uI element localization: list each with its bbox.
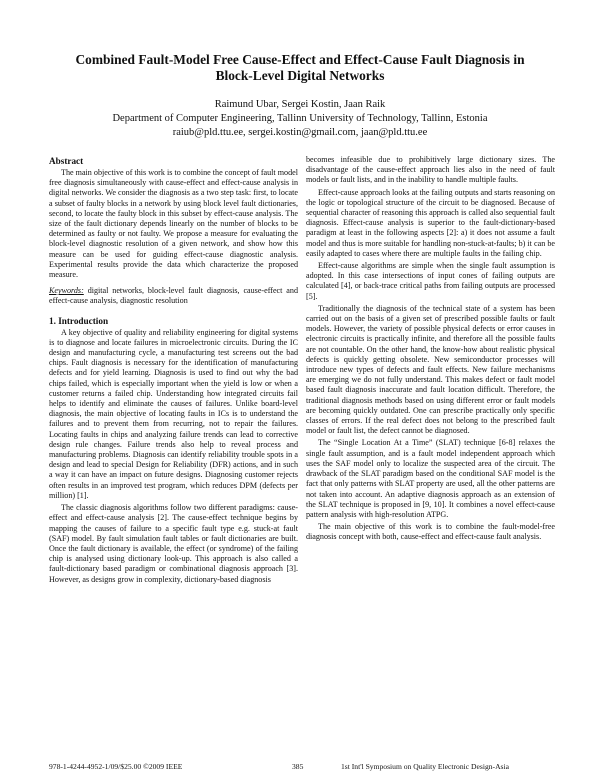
keywords: [49, 286, 298, 306]
footer-isbn: 978-1-4244-4952-1/09/$25.00 ©2009 IEEE: [49, 762, 183, 771]
intro-paragraph-6: The “Single Location At a Time” (SLAT) technique [6-8] relaxes the single fault assumption, and is a fault model independent approach which uses the SAF model only to localize the suspected area of the circuit. The drawback of the SLAT paradigm based on the conditional SAF model is the fact that only patterns with SLAT property are used, all the other patterns are not taken into account. An adaptive diagnosis approach as an extension of the SLAT technique is proposed in [9, 10]. It combines a novel effect-cause pattern analysis with high-resolution ATPG.: [306, 438, 555, 519]
keywords-text: digital networks, block-level fault diagnosis, cause-effect and effect-cause analysis, diagnostic resolution: [49, 286, 298, 306]
footer-venue: 1st Int'l Symposium on Quality Electronic Design-Asia: [341, 762, 509, 771]
intro-paragraph-4: Effect-cause algorithms are simple when the single fault assumption is adopted. In this case intersections of input cones of failing outputs are calculated [4], or back-trace critical paths from failing outputs are processed [5].: [306, 261, 555, 301]
intro-paragraph-7: The main objective of this work is to combine the fault-model-free diagnosis concept with both, cause-effect and effect-cause fault analysis.: [306, 522, 555, 542]
author-emails: raiub@pld.ttu.ee, sergei.kostin@gmail.com, jaan@pld.ttu.ee: [172, 127, 428, 138]
intro-paragraph-2-continued: becomes infeasible due to prohibitively large dictionary sizes. The disadvantage of the cause-effect approach lies also in the need of fault models or fault lists, and in the inability to handle multiple faults.: [306, 155, 555, 185]
paper-title: [40, 52, 560, 84]
intro-paragraph-5: Traditionally the diagnosis of the technical state of a system has been carried out on the basis of a given set of prescribed possible faults or fault models. However, the variety of possible physical defects or error causes in electronic circuits is practically infinite, and therefore all the possible faults are not countable. On the other hand, the know-how about realistic physical defects is quickly getting obsolete. New semiconductor processes will introduce new types of defects and fault effects. New failure mechanisms are emerging we do not fully understand. This makes defect or fault model based fault diagnosis inaccurate and fault location difficult. Therefore, the traditional diagnosis methods based on using different error or fault models are becoming quickly outdated. One can prescribe practically only specific classes of errors. If the real defect does not belong to the prescribed fault model or fault list, the defect cannot be diagnosed.: [306, 303, 555, 436]
keywords-label: Keywords:: [49, 286, 84, 296]
title-line-1: Combined Fault-Model Free Cause-Effect and Effect-Cause Fault Diagnosis in: [75, 52, 525, 67]
title-line-2: Block-Level Digital Networks: [215, 68, 385, 83]
intro-paragraph-1: A key objective of quality and reliability engineering for digital systems is to diagnose and locate failures in microelectronic circuits. During the IC design and manufacturing cycle, a manufacturing test screens out the bad chips. Fault diagnosis is necessary for the identification of manufacturing defects and for yield learning. Diagnosis is used to find out why the bad chips failed, which is especially important when the yield is low or when a customer returns a failed chip. Understanding how integrated circuits fail helps to identify and eliminate the causes of failures. Unlike board-level diagnosis, the main objective of locating faults in ICs is to understand the failures and to prevent them from recurring, not to repair the failures. Locating faults in chips and analyzing failure trends can lead to corrective design rule changes. Failure trends also help to reveal process and manufacturing problems. Diagnosis can identify reliability trouble spots in a design and lead to special Design for Reliability (DFR) actions, and in such a way it can have an impact on future designs. Diagnosing customer rejects often results in an improved test program, which reduces DPM (defects per million) [1].: [49, 327, 298, 500]
author-names: Raimund Ubar, Sergei Kostin, Jaan Raik: [214, 99, 386, 110]
author-affiliation: Department of Computer Engineering, Tallinn University of Technology, Tallinn, Estonia: [112, 113, 488, 124]
abstract-text: The main objective of this work is to combine the concept of fault model free diagnosis simultaneously with cause-effect and effect-cause analysis in digital networks. We consider the diagnosis as a two step task: first, to locate a subset of faulty blocks in a network by using block level fault dictionaries, second, to locate the faulty block in this subset by effect-cause analysis. The size of the fault dictionary depends linearly on the number of blocks to be determined as faulty or not faulty. We propose a measure for evaluating the block-level diagnostic resolution of a given network, and show how this measure can be used for guiding effect-cause diagnostic analysis. Experimental results provide the data which characterize the proposed measure.: [49, 168, 298, 280]
author-block: [40, 98, 560, 140]
introduction-heading: 1. Introduction: [49, 315, 109, 326]
left-column: [49, 155, 298, 587]
intro-paragraph-3: Effect-cause approach looks at the failing outputs and starts reasoning on the logic or topological structure of the circuit to be diagnosed. Because of sequential character of reasoning this approach is called also sequential fault diagnosis. Effect-cause analysis is superior to the fault-dictionary-based paradigm at least in the following aspects [2]: a) it does not assume a fault model and thus is more suitable for handling non-stuck-at-faults; b) it can be easily adapted to cases where there are multiple faults in the failing chip.: [306, 187, 555, 258]
footer-page-number: 385: [292, 762, 304, 771]
abstract-heading: Abstract: [49, 156, 84, 166]
intro-paragraph-2: The classic diagnosis algorithms follow two different paradigms: cause-effect and effect-cause analysis [2]. The cause-effect technique begins by mapping the causes of failure to a specific fault type e.g. stuck-at fault (SAF) model. By fault simulation fault tables or fault dictionaries are built. Once the fault dictionary is available, the effect (or syndrome) of the failing chip is analysed using dictionary look-up. This approach is also called a fault-dictionary based paradigm or combinational diagnosis approach [3]. However, as designs grow in complexity, dictionary-based diagnosis: [49, 503, 298, 584]
right-column: [306, 155, 555, 545]
